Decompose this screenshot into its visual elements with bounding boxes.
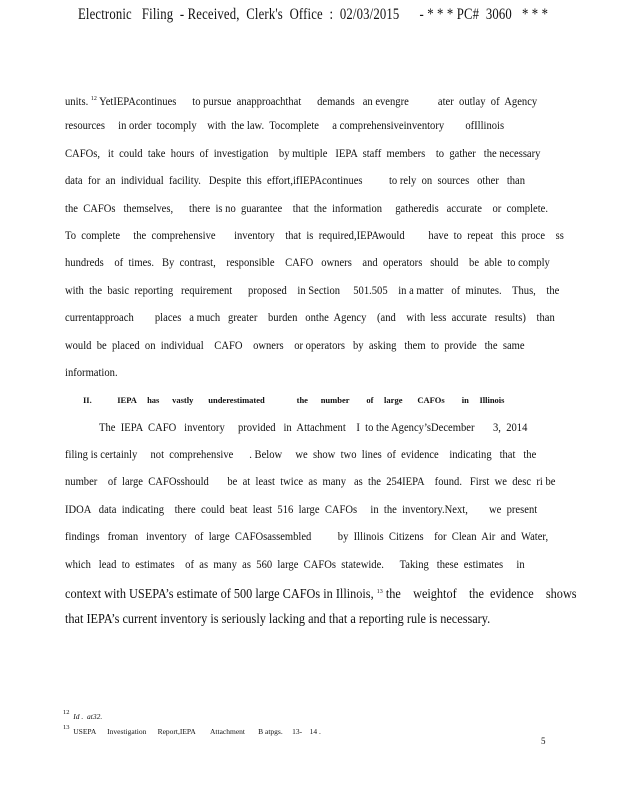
body-line: context with USEPA’s estimate of 500 large CAFOs in Illinois, $^{13}$ the weightof the evidence shows (65, 586, 577, 602)
body-line: the CAFOs themselves, there is no guarantee that the information gatheredis accurate or complete. (65, 202, 549, 215)
body-line: filing is certainly not comprehensive . Below we show two lines of evidence indicating that the (65, 449, 537, 462)
footnote-ref: 13 (376, 588, 383, 596)
body-line: currentapproach places a much greater burden onthe Agency (and with less accurate results) than (65, 312, 555, 325)
body-line: To complete the comprehensive inventory that is required,IEPAwould have to repeat this proce ss (65, 229, 564, 242)
footnotes (63, 707, 463, 737)
body-line: with the basic reporting requirement proposed in Section 501.505 in a matter of minutes. Thus, the (65, 284, 560, 297)
body-line: units. $^{12}$ YetIEPAcontinues to pursue anapproachthat demands an evengre ater outlay of Agency (65, 95, 538, 108)
document-body (65, 90, 577, 638)
body-line: hundreds of times. By contrast, responsible CAFO owners and operators should be able to comply (65, 257, 550, 270)
body-line: CAFOs, it could take hours of investigation by multiple IEPA staff members to gather the necessary (65, 147, 541, 160)
body-line: that IEPA’s current inventory is seriously lacking and that a reporting rule is necessary. (65, 611, 491, 627)
page-number: 5 (541, 736, 546, 746)
body-line: data for an individual facility. Despite this effort,ifIEPAcontinues to rely on sources other than (65, 175, 526, 188)
filing-header: Electronic Filing - Received, Clerk's Office : 02/03/2015 - * * * PC# 3060 * * * (78, 6, 549, 23)
body-line: would be placed on individual CAFO owners or operators by asking them to provide the same (65, 339, 525, 352)
body-line: which lead to estimates of as many as 560 large CAFOs statewide. Taking these estimates in (65, 558, 525, 571)
body-line: number of large CAFOsshould be at least twice as many as the 254IEPA found. First we desc ri be (65, 476, 556, 489)
body-line: findings froman inventory of large CAFOsassembled by Illinois Citizens for Clean Air and Water, (65, 531, 549, 544)
body-line: IDOA data indicating there could beat least 516 large CAFOs in the inventory.Next, we present (65, 503, 538, 516)
body-line: information. (65, 366, 118, 379)
body-line: The IEPA CAFO inventory provided in Attachment I to the Agency’sDecember 3, 2014 (99, 421, 528, 434)
section-heading: II. IEPA has vastly underestimated the number of large CAFOs in Illinois (83, 395, 505, 406)
footnote-12: $^{12}$ Id . at32. (63, 709, 103, 721)
footnote-ref: 12 (90, 95, 97, 102)
footnote-13: $^{13}$ USEPA Investigation Report,IEPA Attachment B atpgs. 13- 14 . (63, 724, 321, 736)
body-line: resources in order tocomply with the law. Tocomplete a comprehensiveinventory ofIllinois (65, 120, 505, 133)
